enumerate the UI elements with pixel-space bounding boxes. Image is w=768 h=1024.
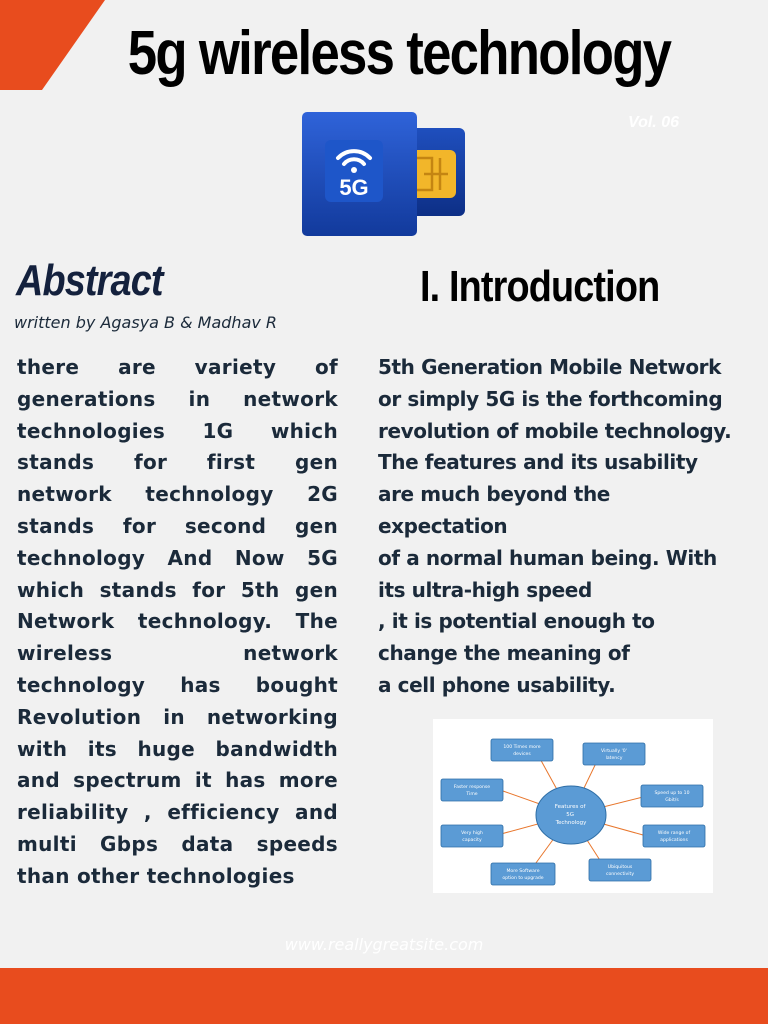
diagram-center-line: Features of xyxy=(554,804,586,810)
intro-line: change the meaning of xyxy=(378,641,630,666)
intro-line: 5th Generation Mobile Network xyxy=(378,355,722,379)
diagram-node-label: capacity xyxy=(462,838,482,843)
intro-line: , it is potential enough to xyxy=(378,609,655,634)
intro-line: The features and its usability xyxy=(378,450,698,475)
diagram-node xyxy=(491,863,555,885)
diagram-node-label: Speed up to 10 xyxy=(654,791,690,796)
abstract-heading: Abstract xyxy=(16,256,163,305)
page-title: 5g wireless technology xyxy=(127,19,671,88)
introduction-body xyxy=(378,352,768,702)
intro-line: of a normal human being. With xyxy=(378,545,717,570)
intro-line: a cell phone usability. xyxy=(378,672,616,697)
diagram-node-label: connectivity xyxy=(605,872,635,877)
diagram-node-label: Time xyxy=(466,792,478,797)
diagram-node xyxy=(441,825,503,847)
diagram-node-label: latency xyxy=(605,756,623,761)
diagram-node xyxy=(491,739,553,761)
5g-sim-card-icon xyxy=(300,110,468,238)
introduction-heading: I. Introduction xyxy=(420,262,660,311)
intro-line: are much beyond the xyxy=(378,482,610,507)
diagram-node-label: Ubiquitous xyxy=(607,865,633,870)
intro-line: or simply 5G is the forthcoming xyxy=(378,386,723,411)
diagram-node-label: option to upgrade xyxy=(502,876,544,881)
diagram-node xyxy=(583,743,645,765)
diagram-node xyxy=(441,779,503,801)
diagram-node-label: More Software xyxy=(506,869,540,874)
diagram-node xyxy=(641,785,703,807)
diagram-node xyxy=(589,859,651,881)
5g-features-diagram xyxy=(433,719,713,893)
intro-line: revolution of mobile technology. xyxy=(378,418,732,443)
footer-website-link[interactable]: www.reallygreatsite.com xyxy=(284,935,484,954)
diagram-node-label: Very high xyxy=(461,831,483,836)
diagram-node-label: applications xyxy=(660,838,688,843)
diagram-node-label: 100 Times more xyxy=(503,745,541,750)
diagram-node-label: Wide range of xyxy=(657,831,691,836)
intro-line: expectation xyxy=(378,513,508,538)
diagram-node-label: Faster response xyxy=(453,785,491,790)
5g-badge-text: 5G xyxy=(339,175,369,200)
intro-line: its ultra-high speed xyxy=(378,577,592,602)
diagram-node-label: devices xyxy=(513,752,531,757)
diagram-node xyxy=(643,825,705,847)
abstract-body: there are variety of generations in network technologies 1G which stands for first gen network technology 2G stands for second gen technology And Now 5G which stands for 5th gen Network technology. The wireless network technology has bought Revolution in networking with its huge bandwidth and spectrum it has more reliability , efficiency and multi Gbps data speeds than other technologies xyxy=(17,355,338,888)
diagram-center-line: 5G xyxy=(566,812,575,818)
diagram-node-label: Gbit/s xyxy=(665,798,679,803)
author-byline: written by Agasya B & Madhav R xyxy=(14,313,278,332)
volume-label: Vol. 06 xyxy=(628,114,679,131)
diagram-node-label: Virtually '0' xyxy=(601,749,627,754)
diagram-center-line: Technology xyxy=(555,820,587,826)
footer-bar xyxy=(0,968,768,1024)
